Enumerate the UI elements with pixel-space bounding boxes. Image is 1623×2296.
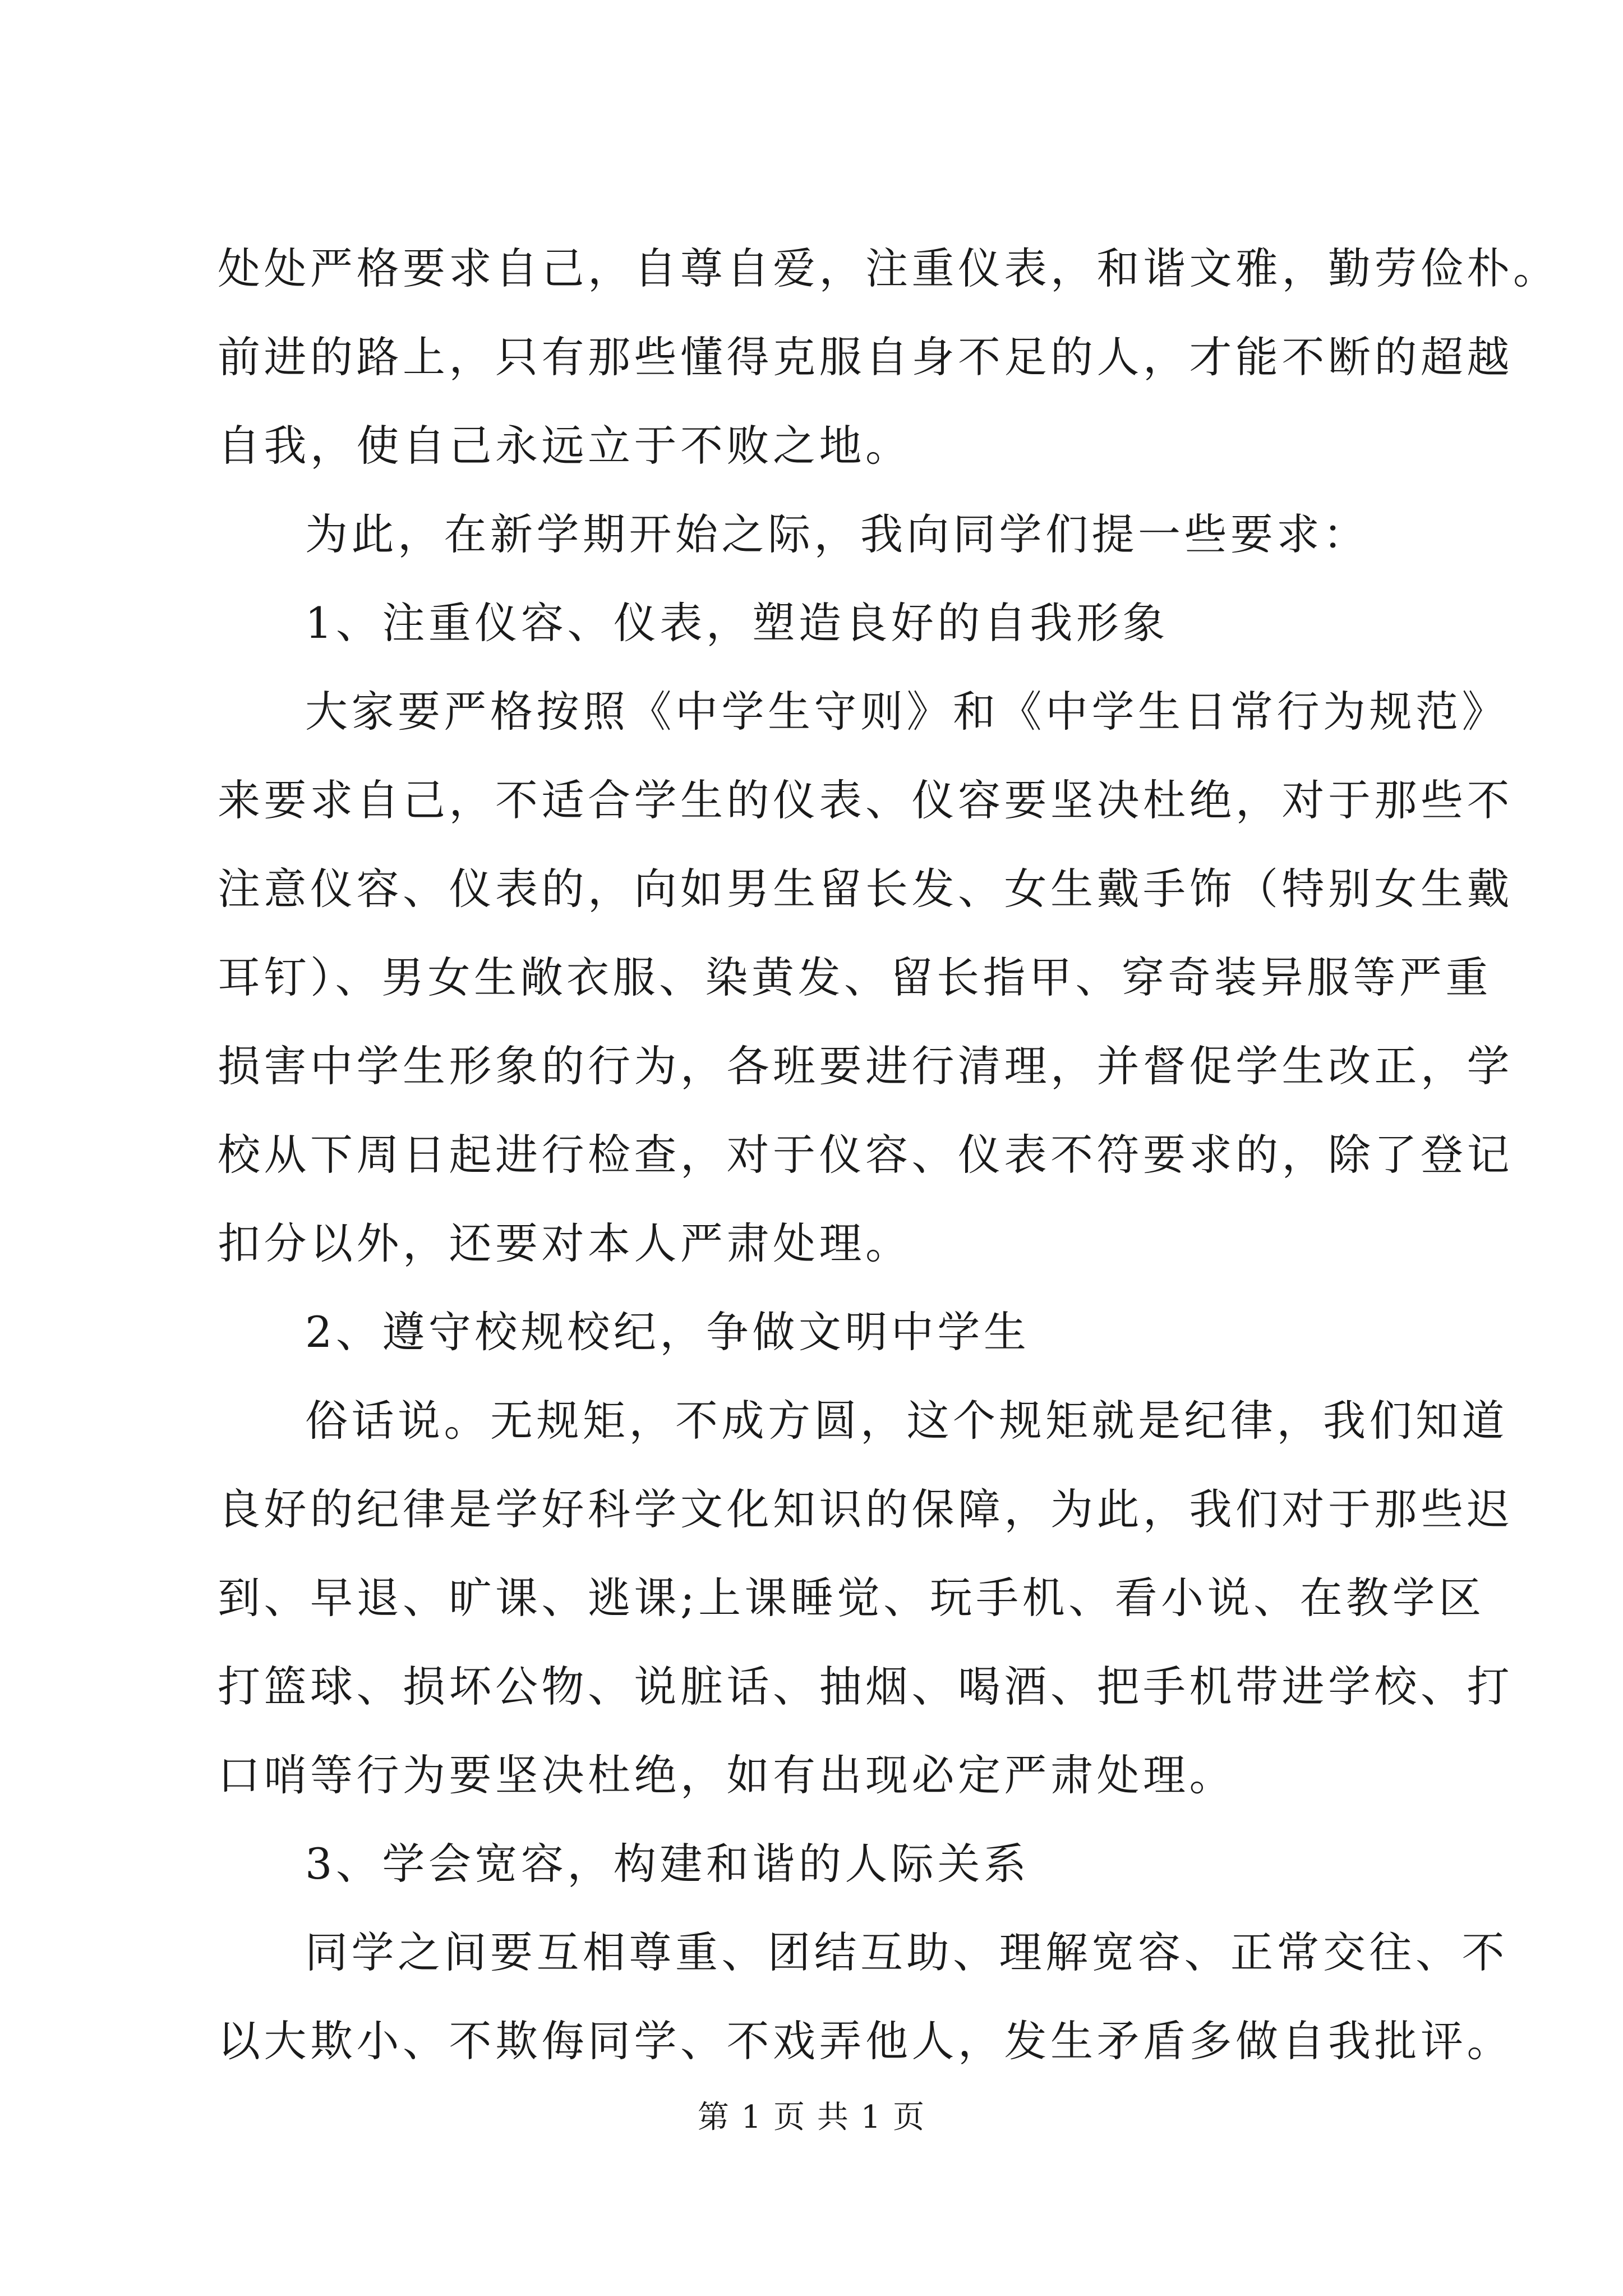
text-line: 处处严格要求自己，自尊自爱，注重仪表，和谐文雅，勤劳俭朴。 [218, 243, 1560, 293]
text-line: 到、早退、旷课、逃课;上课睡觉、玩手机、看小说、在教学区 [218, 1573, 1485, 1623]
text-line: 损害中学生形象的行为，各班要进行清理，并督促学生改正，学 [218, 1041, 1513, 1091]
text-line: 大家要严格按照《中学生守则》和《中学生日常行为规范》 [305, 687, 1508, 737]
text-line: 注意仪容、仪表的，向如男生留长发、女生戴手饰（特别女生戴 [218, 864, 1513, 914]
text-line: 扣分以外，还要对本人严肃处理。 [218, 1218, 912, 1268]
text-line: 来要求自己，不适合学生的仪表、仪容要坚决杜绝，对于那些不 [218, 775, 1513, 825]
text-line: 自我，使自己永远立于不败之地。 [218, 421, 912, 471]
section-heading-2: 2、遵守校规校纪，争做文明中学生 [305, 1307, 1030, 1357]
text-line: 打篮球、损坏公物、说脏话、抽烟、喝酒、把手机带进学校、打 [218, 1662, 1513, 1711]
text-line: 前进的路上，只有那些懂得克服自身不足的人，才能不断的超越 [218, 332, 1513, 382]
text-line: 口哨等行为要坚决杜绝，如有出现必定严肃处理。 [218, 1750, 1235, 1800]
page-footer: 第 1 页 共 1 页 [697, 2099, 926, 2136]
text-line: 耳钉）、男女生敞衣服、染黄发、留长指甲、穿奇装异服等严重 [218, 953, 1492, 1002]
text-line: 以大欺小、不欺侮同学、不戏弄他人，发生矛盾多做自我批评。 [218, 2016, 1513, 2066]
text-line: 校从下周日起进行检查，对于仪容、仪表不符要求的，除了登记 [218, 1130, 1513, 1180]
section-heading-3: 3、学会宽容，构建和谐的人际关系 [305, 1839, 1030, 1889]
text-line: 同学之间要互相尊重、团结互助、理解宽容、正常交往、不 [305, 1927, 1508, 1977]
section-heading-1: 1、注重仪容、仪表，塑造良好的自我形象 [305, 598, 1169, 648]
text-line: 良好的纪律是学好科学文化知识的保障，为此，我们对于那些迟 [218, 1484, 1513, 1534]
text-line: 为此，在新学期开始之际，我向同学们提一些要求： [305, 509, 1370, 559]
document-body [218, 224, 1560, 2086]
text-line: 俗话说。无规矩，不成方圆，这个规矩就是纪律，我们知道 [305, 1396, 1508, 1446]
